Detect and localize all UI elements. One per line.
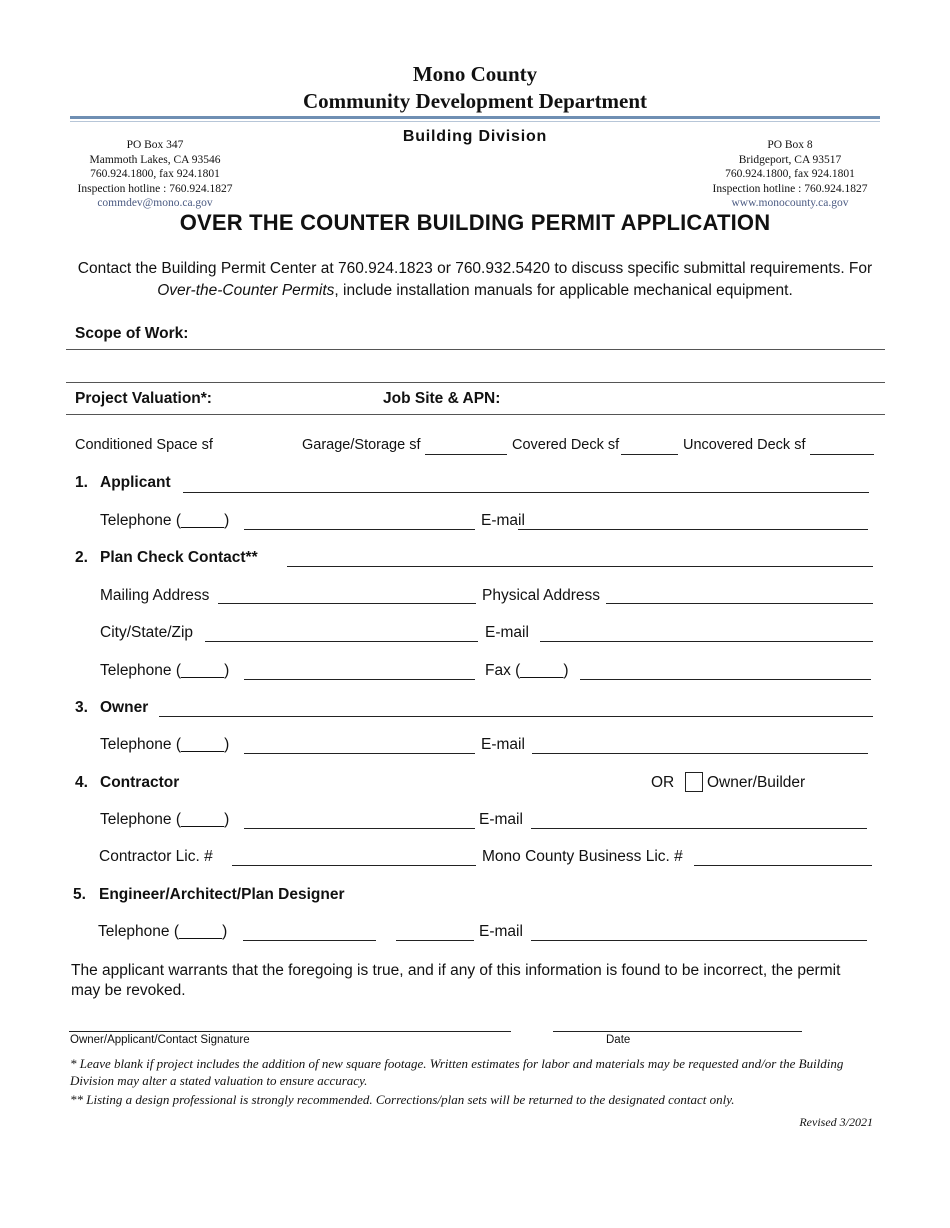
contractor-email-label: E-mail (479, 811, 523, 828)
physical-address-label: Physical Address (482, 587, 601, 604)
contractor-telephone-label: Telephone (_____) (100, 811, 230, 828)
office-right-line: Inspection hotline : 760.924.1827 (712, 182, 868, 195)
physical-address-field[interactable] (606, 603, 873, 604)
owner-label: Owner (100, 699, 149, 716)
plan-check-contact-label: Plan Check Contact** (100, 549, 258, 566)
plan-check-contact-field[interactable] (287, 566, 873, 567)
contact-fax-field[interactable] (580, 679, 871, 680)
office-left-line: Inspection hotline : 760.924.1827 (77, 182, 233, 195)
intro-emphasis: Over-the-Counter Permits (157, 282, 335, 299)
applicant-field[interactable] (183, 492, 869, 493)
design-professional-footnote: ** Listing a design professional is strongly recommended. Corrections/plan sets will be returned to the designated contact only. (70, 1092, 735, 1107)
section-rule (66, 382, 885, 383)
contractor-label: Contractor (100, 774, 180, 791)
header-rule-thin (70, 121, 880, 122)
office-right-line: 760.924.1800, fax 924.1801 (725, 168, 855, 180)
owner-email-label: E-mail (481, 736, 525, 753)
uncovered-deck-field[interactable] (810, 454, 874, 455)
business-license-label: Mono County Business Lic. # (482, 848, 683, 865)
division-name: Building Division (402, 128, 548, 145)
contractor-license-label: Contractor Lic. # (99, 848, 213, 865)
city-state-zip-field[interactable] (205, 641, 478, 642)
uncovered-deck-label: Uncovered Deck sf (683, 437, 806, 453)
scope-of-work-label: Scope of Work: (75, 325, 189, 342)
applicant-email-label: E-mail (481, 512, 525, 529)
section-number: 5. (73, 886, 86, 903)
job-site-apn-label: Job Site & APN: (383, 390, 501, 407)
covered-deck-label: Covered Deck sf (512, 437, 620, 453)
contractor-license-field[interactable] (232, 865, 476, 866)
department-name: Community Development Department (302, 89, 648, 113)
office-right-address (690, 138, 890, 211)
revision-date: Revised 3/2021 (799, 1115, 873, 1129)
applicant-telephone-label: Telephone (_____) (100, 512, 230, 529)
date-field[interactable] (553, 1031, 802, 1032)
section-number: 4. (75, 774, 88, 791)
contact-telephone-label: Telephone (_____) (100, 662, 230, 679)
contractor-telephone-field[interactable] (244, 828, 475, 829)
mailing-address-field[interactable] (218, 603, 476, 604)
contact-email-field[interactable] (540, 641, 873, 642)
office-left-line: 760.924.1800, fax 924.1801 (90, 168, 220, 180)
signature-field[interactable] (69, 1031, 511, 1032)
owner-field[interactable] (159, 716, 873, 717)
section-number: 2. (75, 549, 88, 566)
intro-paragraph (60, 258, 890, 302)
office-right-line: Bridgeport, CA 93517 (738, 153, 842, 166)
engineer-email-field[interactable] (531, 940, 867, 941)
owner-email-field[interactable] (532, 753, 868, 754)
contact-fax-label: Fax (_____) (485, 662, 569, 679)
intro-text: , include installation manuals for applicable mechanical equipment. (334, 282, 793, 299)
city-state-zip-label: City/State/Zip (100, 624, 194, 641)
valuation-footnote: * Leave blank if project includes the addition of new square footage. Written estimates for labor and materials may be requested and/or the Building Division may alter a stated valuation to ensure accuracy. (70, 1056, 844, 1088)
or-label: OR (651, 774, 675, 791)
valuation-field[interactable] (66, 414, 885, 415)
office-left-line: PO Box 347 (126, 139, 184, 151)
garage-storage-field[interactable] (425, 454, 507, 455)
project-valuation-label: Project Valuation*: (75, 390, 212, 407)
engineer-telephone-field[interactable] (396, 940, 474, 941)
owner-telephone-field[interactable] (244, 753, 475, 754)
conditioned-space-label: Conditioned Space sf (75, 437, 213, 453)
office-right-line: PO Box 8 (767, 139, 813, 151)
form-title: OVER THE COUNTER BUILDING PERMIT APPLICATION (179, 210, 771, 235)
engineer-label: Engineer/Architect/Plan Designer (99, 886, 345, 903)
county-name: Mono County (412, 62, 538, 86)
date-label: Date (606, 1034, 631, 1046)
engineer-telephone-field[interactable] (243, 940, 376, 941)
contact-telephone-field[interactable] (244, 679, 475, 680)
signature-label: Owner/Applicant/Contact Signature (70, 1034, 250, 1046)
business-license-field[interactable] (694, 865, 872, 866)
owner-builder-label: Owner/Builder (707, 774, 806, 791)
header-rule (70, 116, 880, 119)
intro-text: Contact the Building Permit Center at 760.924.1823 or 760.932.5420 to discuss specific submittal requirements. For (77, 260, 873, 277)
section-number: 3. (75, 699, 88, 716)
engineer-email-label: E-mail (479, 923, 523, 940)
warranty-statement: The applicant warrants that the foregoing is true, and if any of this information is found to be incorrect, the permit may be revoked. (71, 962, 841, 999)
mailing-address-label: Mailing Address (100, 587, 210, 604)
applicant-label: Applicant (100, 474, 171, 491)
engineer-telephone-label: Telephone (_____) (98, 923, 228, 940)
office-right-website-link[interactable]: www.monocounty.ca.gov (731, 197, 849, 209)
owner-telephone-label: Telephone (_____) (100, 736, 230, 753)
contractor-email-field[interactable] (531, 828, 867, 829)
scope-of-work-field[interactable] (66, 349, 885, 350)
section-number: 1. (75, 474, 88, 491)
applicant-email-field[interactable] (518, 529, 868, 530)
office-left-line: Mammoth Lakes, CA 93546 (89, 153, 221, 166)
office-left-email-link[interactable]: commdev@mono.ca.gov (97, 197, 213, 209)
owner-builder-checkbox[interactable] (685, 772, 703, 792)
office-left-address (55, 138, 255, 211)
covered-deck-field[interactable] (621, 454, 678, 455)
garage-storage-label: Garage/Storage sf (302, 437, 421, 453)
applicant-telephone-field[interactable] (244, 529, 475, 530)
contact-email-label: E-mail (485, 624, 529, 641)
